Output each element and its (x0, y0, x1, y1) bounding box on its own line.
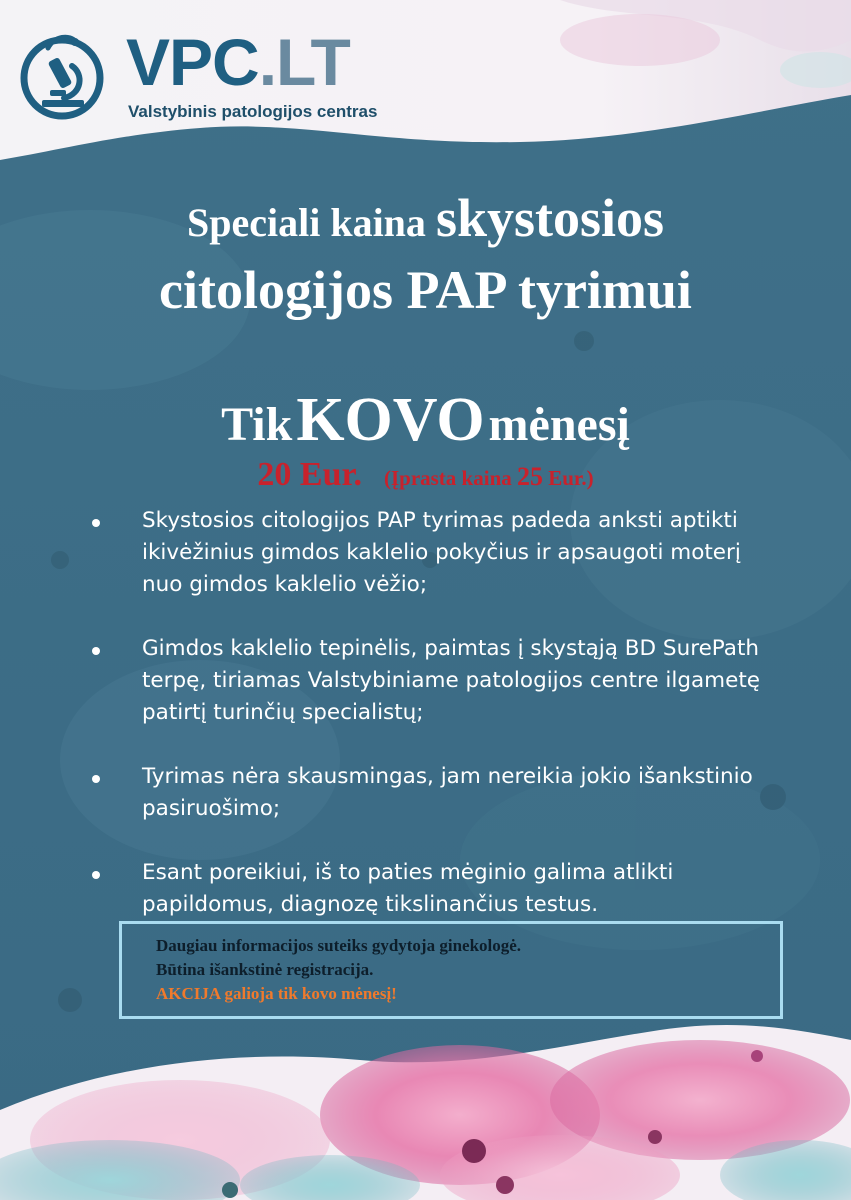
info-line-more-info: Daugiau informacijos suteiks gydytoja ginekologė. (156, 936, 522, 955)
headline-line-1 (0, 182, 851, 259)
brand-name-main: VPC (126, 25, 259, 99)
bullet-dot-icon (92, 871, 100, 879)
brand-name-tld: .LT (258, 25, 350, 99)
list-item-text: Tyrimas nėra skausmingas, jam nereikia jokio išankstinio pasiruošimo; (142, 764, 753, 821)
offer-price (0, 456, 851, 494)
list-item-text: Esant poreikiui, iš to paties mėginio galima atlikti papildomus, diagnozę tikslinančius testus. (142, 860, 674, 917)
list-item-text: Skystosios citologijos PAP tyrimas padeda anksti aptikti ikivėžinius gimdos kaklelio pokyčius ir apsaugoti moterį nuo gimdos kaklelio vėžio; (142, 508, 741, 597)
offer-prefix: Tik (221, 398, 293, 451)
regular-price-prefix: (Įprasta kaina (383, 466, 512, 490)
regular-price-note (383, 462, 594, 491)
headline-line-2: citologijos PAP tyrimui (159, 260, 692, 320)
info-line-promotion: AKCIJA galioja tik kovo mėnesį! (156, 984, 397, 1003)
offer-month-name: KOVO (296, 386, 485, 454)
regular-price-suffix: Eur.) (548, 466, 594, 490)
brand-wordmark (126, 26, 350, 98)
price-value: 20 Eur. (257, 456, 362, 493)
bullet-dot-icon (92, 775, 100, 783)
brand-subtitle: Valstybinis patologijos centras (128, 102, 378, 121)
regular-price-amount: 25 (517, 462, 543, 491)
headline-big: skystosios (435, 188, 665, 248)
headline-small: Speciali kaina (186, 200, 426, 245)
offer-suffix: mėnesį (488, 398, 630, 451)
bullet-dot-icon (92, 519, 100, 527)
microscope-snake-icon (18, 28, 108, 124)
info-box (119, 921, 783, 1019)
bullet-dot-icon (92, 647, 100, 655)
list-item-text: Gimdos kaklelio tepinėlis, paimtas į skystąją BD SurePath terpę, tiriamas Valstybiniame patologijos centre ilgametę patirtį turinčių specialistų; (142, 636, 760, 725)
info-line-registration: Būtina išankstinė registracija. (156, 960, 374, 979)
brand-logo[interactable] (18, 24, 378, 134)
headline (0, 182, 851, 323)
